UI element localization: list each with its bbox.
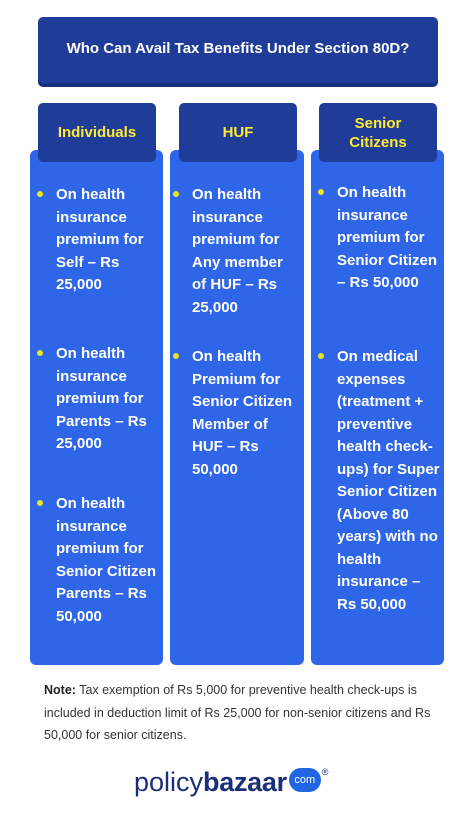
- column-heading-huf: HUF: [179, 103, 297, 162]
- list-item: On health Premium for Senior Citizen Member of HUF – Rs 50,000: [192, 346, 300, 481]
- title-banner: [38, 17, 438, 83]
- footnote-text: Tax exemption of Rs 5,000 for preventive health check-ups is included in deduction limit of Rs 25,000 for non-senior citizens and Rs 50,000 for senior citizens.: [44, 683, 431, 742]
- com-badge-icon: com: [289, 768, 321, 792]
- bullet-dot-icon: [37, 350, 43, 356]
- column-heading-individuals: Individuals: [38, 103, 156, 162]
- list-item: On health insurance premium for Any member of HUF – Rs 25,000: [192, 184, 298, 319]
- list-item: On health insurance premium for Parents – Rs 25,000: [56, 343, 156, 456]
- bullet-dot-icon: [318, 353, 324, 359]
- page-title: Who Can Avail Tax Benefits Under Section 80D?: [66, 40, 410, 57]
- bullet-dot-icon: [318, 189, 324, 195]
- registered-mark: ®: [321, 767, 329, 777]
- bullet-dot-icon: [37, 191, 43, 197]
- list-item: On medical expenses (treatment + preventive health check-ups) for Super Senior Citizen (Above 80 years) with no health insurance – Rs 50,000: [337, 346, 441, 616]
- list-item: On health insurance premium for Senior Citizen – Rs 50,000: [337, 182, 437, 295]
- bullet-dot-icon: [173, 191, 179, 197]
- list-item: On health insurance premium for Senior Citizen Parents – Rs 50,000: [56, 493, 160, 628]
- list-item: On health insurance premium for Self – Rs 25,000: [56, 184, 156, 297]
- footnote: [44, 679, 444, 747]
- bullet-dot-icon: [173, 353, 179, 359]
- footnote-label: Note:: [44, 683, 76, 697]
- column-heading-senior-citizens: Senior Citizens: [319, 103, 437, 162]
- policybazaar-logo: policy bazaar com ®: [134, 766, 329, 797]
- bullet-dot-icon: [37, 500, 43, 506]
